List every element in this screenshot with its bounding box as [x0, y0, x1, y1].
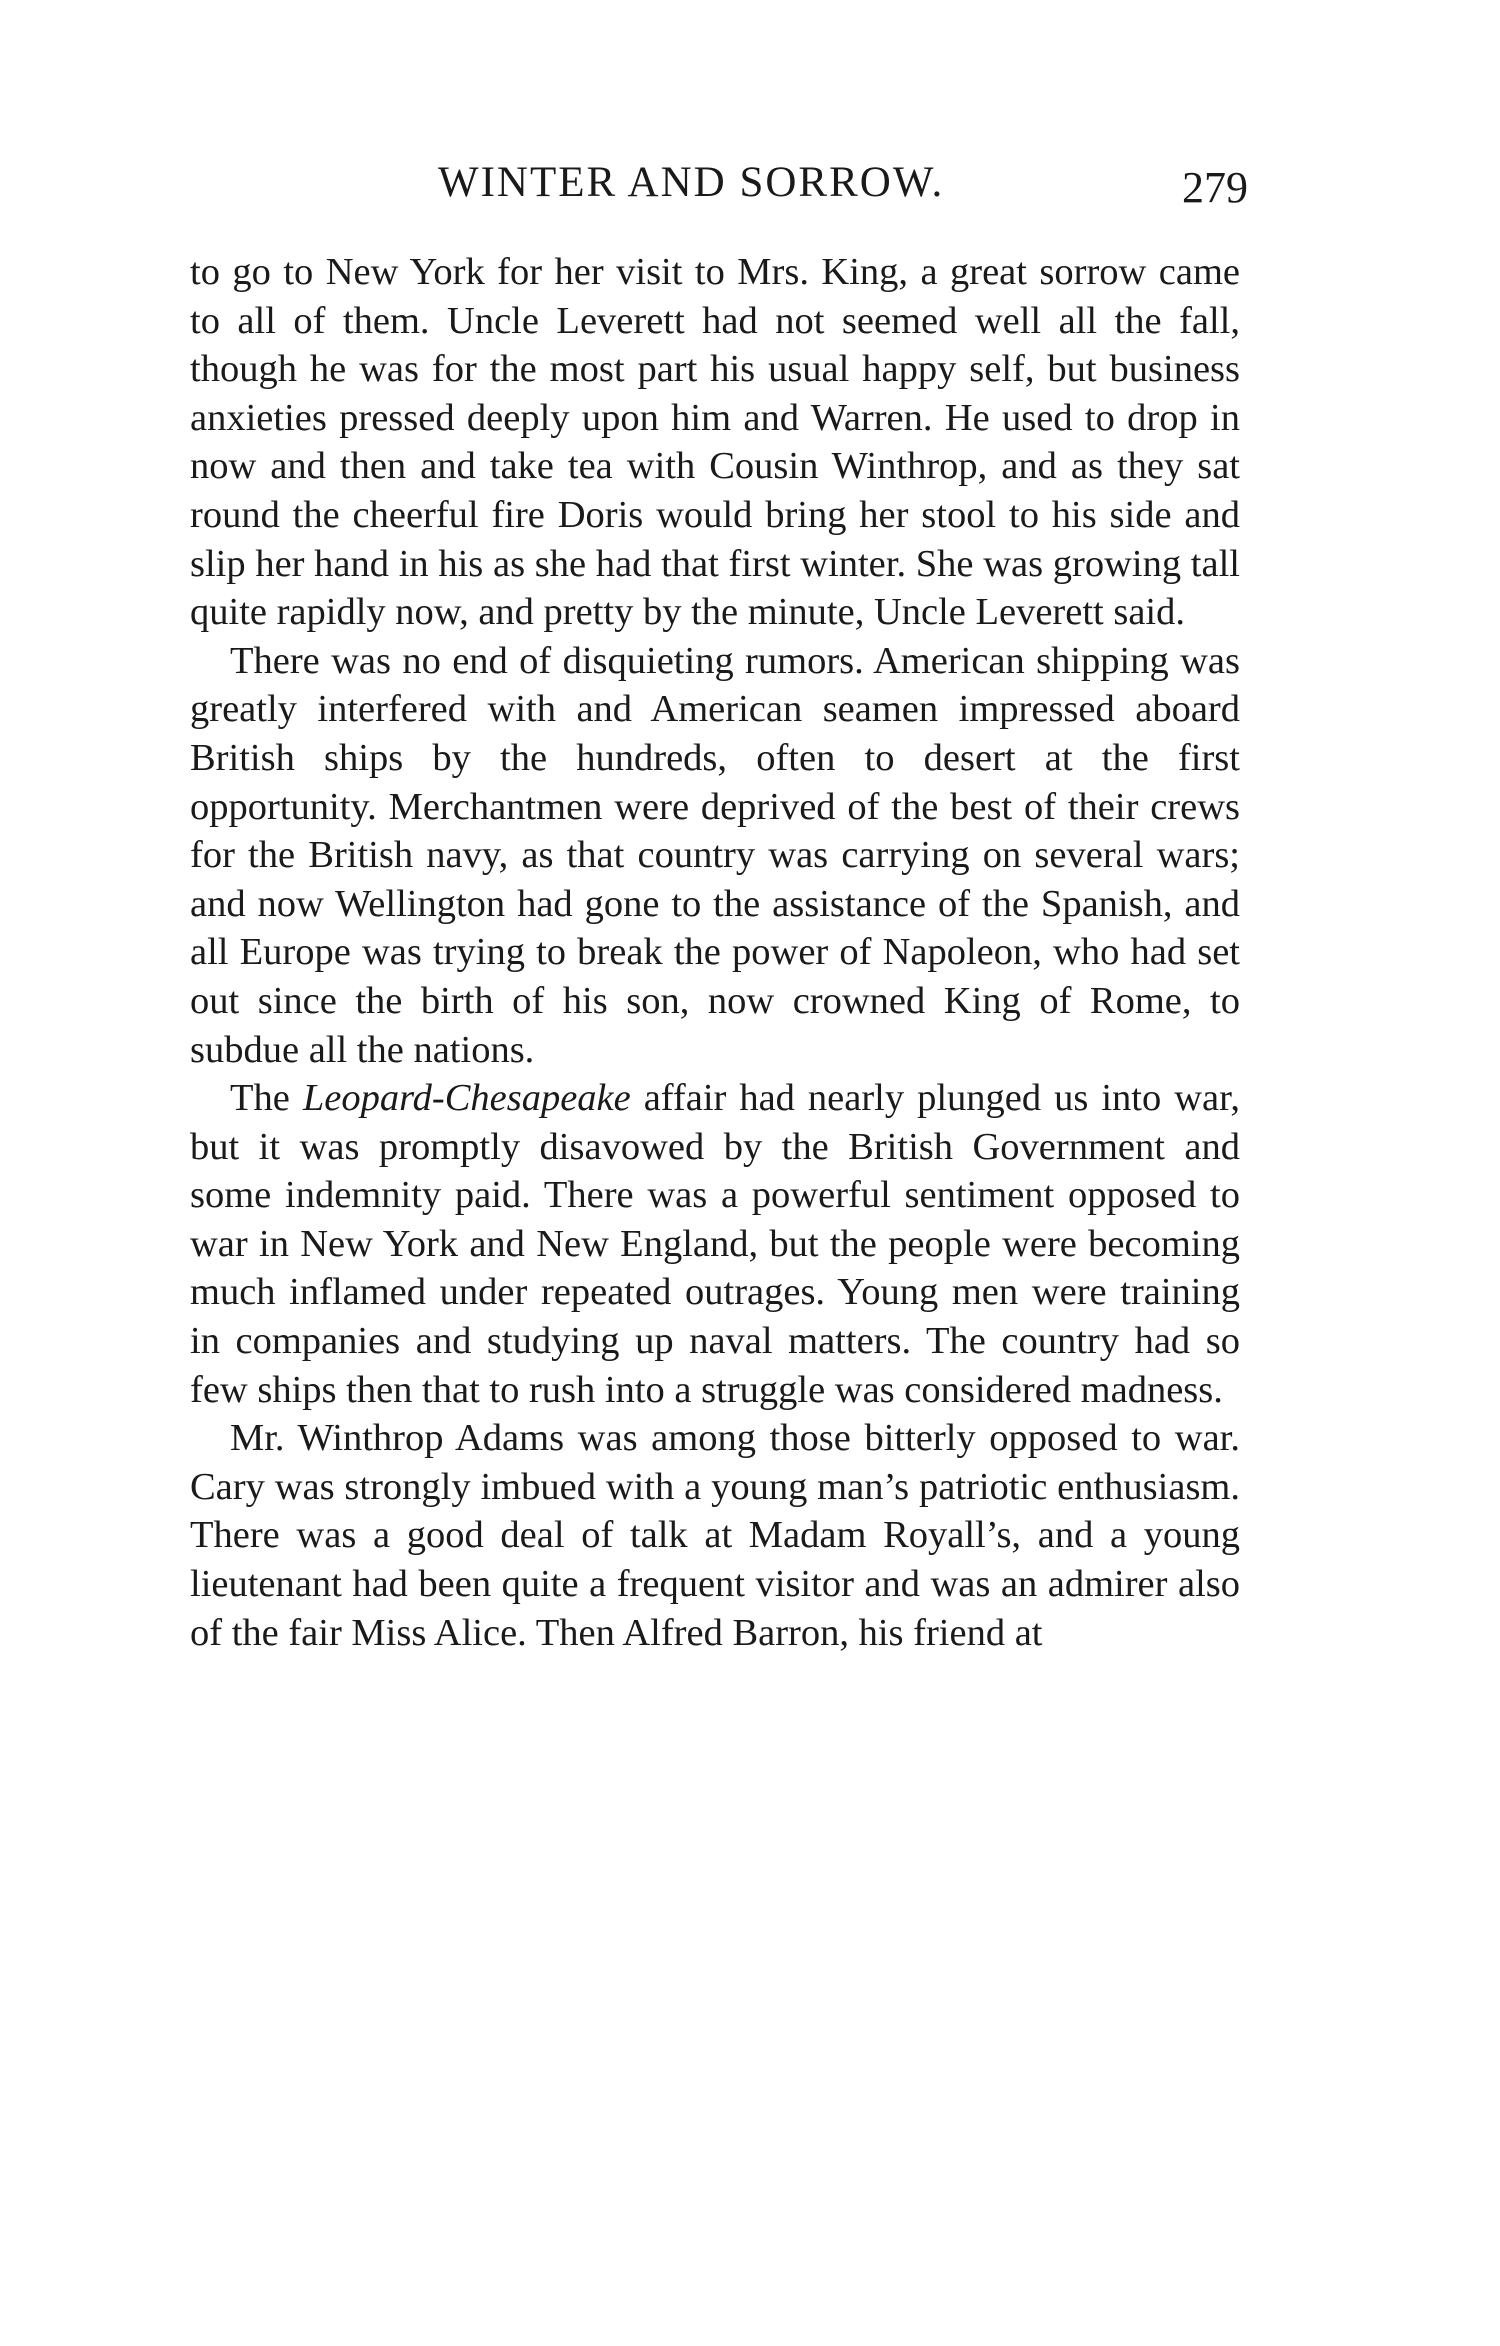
- body-text: [190, 248, 1240, 1657]
- paragraph-3-lead: The: [230, 1077, 303, 1120]
- paragraph-3: [190, 1074, 1240, 1414]
- paragraph-1: to go to New York for her visit to Mrs. King, a great sorrow came to all of them. Uncle Leverett had not seemed well all the fall, though he was for the most part his usual happy self, but business anxieties pressed deeply upon him and Warren. He used to drop in now and then and take tea with Cousin Winthrop, and as they sat round the cheerful fire Doris would bring her stool to his side and slip her hand in his as she had that first winter. She was growing tall quite rapidly now, and pretty by the minute, Uncle Leverett said.: [190, 251, 1240, 634]
- page-number: 279: [1182, 163, 1248, 212]
- running-head: [190, 158, 1260, 218]
- ship-names-italic: Leopard-Chesapeake: [302, 1077, 631, 1120]
- running-title: WINTER AND SORROW.: [438, 159, 945, 206]
- paragraph-4: Mr. Winthrop Adams was among those bitterly opposed to war. Cary was strongly imbued with a young man’s patriotic enthusiasm. There was a good deal of talk at Madam Royall’s, and a young lieutenant had been quite a frequent visitor and was an admirer also of the fair Miss Alice. Then Alfred Barron, his friend at: [190, 1417, 1240, 1654]
- paragraph-3-rest: affair had nearly plunged us into war, but it was promptly disavowed by the British Government and some indemnity paid. There was a powerful sentiment opposed to war in New York and New England, but the people were becoming much inflamed under repeated outrages. Young men were training in companies and studying up naval matters. The country had so few ships then that to rush into a struggle was considered madness.: [190, 1077, 1240, 1411]
- paragraph-2: There was no end of disquieting rumors. American shipping was greatly interfered with and American seamen impressed aboard British ships by the hundreds, often to desert at the first opportunity. Merchantmen were deprived of the best of their crews for the British navy, as that country was carrying on several wars; and now Wellington had gone to the assistance of the Spanish, and all Europe was trying to break the power of Napoleon, who had set out since the birth of his son, now crowned King of Rome, to subdue all the nations.: [190, 639, 1240, 1071]
